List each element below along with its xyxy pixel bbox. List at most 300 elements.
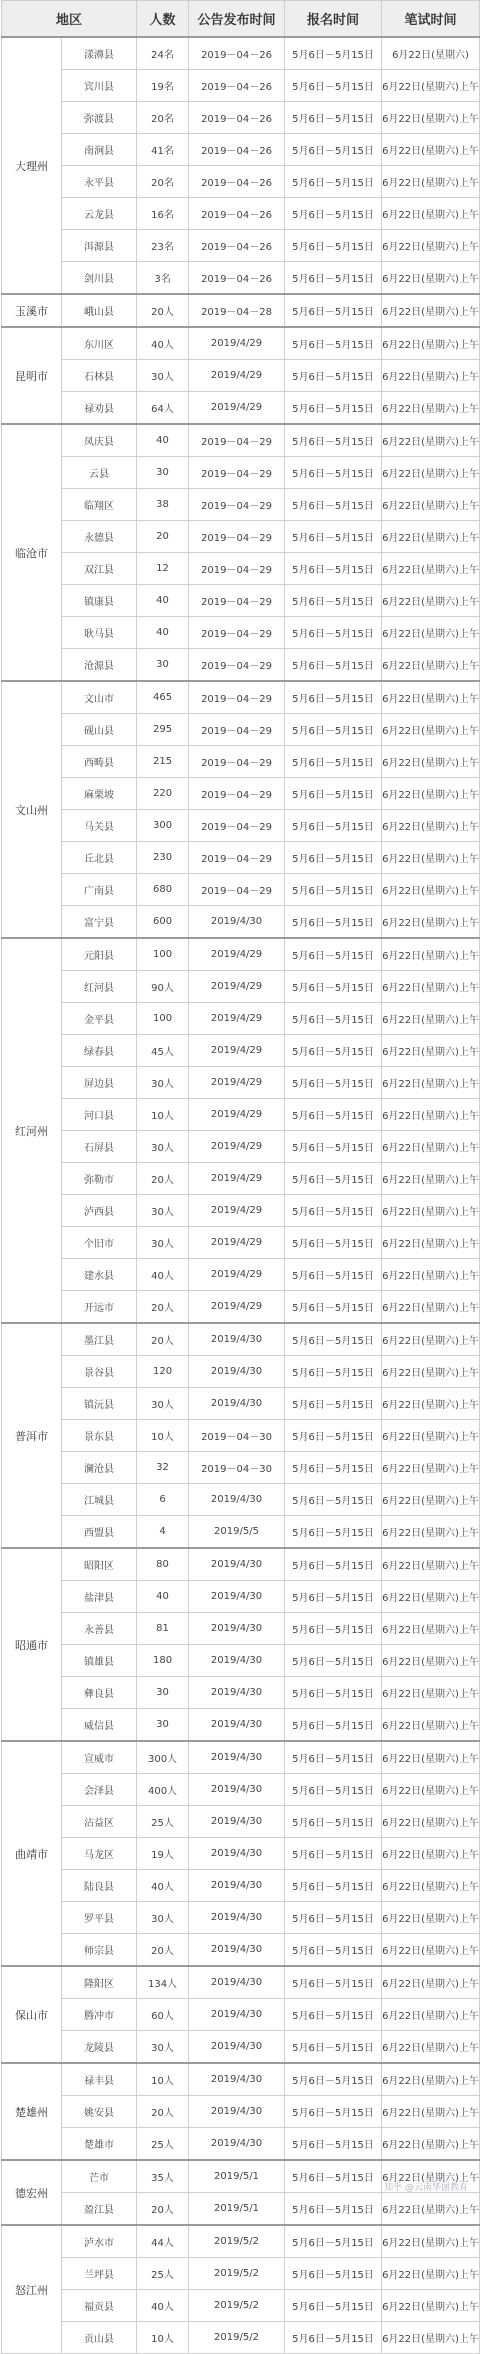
announce-date-cell: 2019－04－26 [189,262,285,295]
count-cell: 30 [137,457,189,489]
announce-date-cell: 2019－04－30 [189,1420,285,1452]
count-cell: 230 [137,842,189,874]
registration-period-cell: 5月6日－5月15日 [285,2063,382,2096]
table-row [2,1709,480,1742]
table-row [2,1934,480,1967]
announce-date-cell: 2019/4/29 [189,1259,285,1291]
announce-date-cell: 2019－04－29 [189,521,285,553]
registration-period-cell: 5月6日－5月15日 [285,906,382,939]
county-cell: 兰坪县 [62,2258,137,2290]
registration-period-cell: 5月6日－5月15日 [285,617,382,649]
count-cell: 20名 [137,166,189,198]
exam-time-cell: 6月22日(星期六)上午 [382,1999,480,2031]
registration-period-cell: 5月6日－5月15日 [285,1806,382,1838]
county-cell: 龙陵县 [62,2031,137,2064]
registration-period-cell: 5月6日－5月15日 [285,2128,382,2161]
county-cell: 凤庆县 [62,424,137,457]
registration-period-cell: 5月6日－5月15日 [285,2031,382,2064]
count-cell: 10人 [137,1420,189,1452]
table-row [2,2096,480,2128]
county-cell: 石林县 [62,360,137,392]
county-cell: 沾益区 [62,1806,137,1838]
announce-date-cell: 2019/4/29 [189,971,285,1003]
announce-date-cell: 2019－04－29 [189,778,285,810]
county-cell: 姚安县 [62,2096,137,2128]
registration-period-cell: 5月6日－5月15日 [285,102,382,134]
region-cell: 保山市 [2,1966,62,2063]
exam-time-cell: 6月22日(星期六)上午 [382,649,480,682]
count-cell: 100 [137,1003,189,1035]
count-cell: 300 [137,810,189,842]
table-row [2,1999,480,2031]
table-row [2,1259,480,1291]
table-row [2,1131,480,1163]
announce-date-cell: 2019－04－26 [189,70,285,102]
table-row [2,327,480,360]
county-cell: 建水县 [62,1259,137,1291]
count-cell: 19人 [137,1838,189,1870]
registration-period-cell: 5月6日－5月15日 [285,424,382,457]
registration-period-cell: 5月6日－5月15日 [285,1452,382,1484]
county-cell: 石屏县 [62,1131,137,1163]
table-row [2,1195,480,1227]
registration-period-cell: 5月6日－5月15日 [285,2225,382,2258]
announce-date-cell: 2019－04－29 [189,842,285,874]
table-row [2,2063,480,2096]
announce-date-cell: 2019－04－26 [189,134,285,166]
count-cell: 600 [137,906,189,939]
table-row [2,70,480,102]
registration-period-cell: 5月6日－5月15日 [285,2290,382,2322]
exam-time-cell: 6月22日(星期六)上午 [382,2225,480,2258]
county-cell: 南涧县 [62,134,137,166]
table-row [2,1484,480,1516]
table-row [2,1099,480,1131]
table-row [2,1645,480,1677]
announce-date-cell: 2019/4/30 [189,2063,285,2096]
exam-time-cell: 6月22日(星期六)上午 [382,585,480,617]
announce-date-cell: 2019/4/30 [189,1677,285,1709]
registration-period-cell: 5月6日－5月15日 [285,1677,382,1709]
exam-time-cell: 6月22日(星期六)上午 [382,424,480,457]
region-cell: 文山州 [2,681,62,938]
county-cell: 开远市 [62,1291,137,1324]
county-cell: 会泽县 [62,1774,137,1806]
announce-date-cell: 2019/4/30 [189,1934,285,1967]
exam-time-cell: 6月22日(星期六)上午 [382,906,480,939]
count-cell: 10人 [137,2322,189,2354]
registration-period-cell: 5月6日－5月15日 [285,2322,382,2354]
announce-date-cell: 2019－04－30 [189,1452,285,1484]
registration-period-cell: 5月6日－5月15日 [285,1934,382,1967]
registration-period-cell: 5月6日－5月15日 [285,2160,382,2193]
registration-period-cell: 5月6日－5月15日 [285,874,382,906]
announce-date-cell: 2019/5/2 [189,2258,285,2290]
county-cell: 镇沅县 [62,1388,137,1420]
table-row [2,585,480,617]
table-row [2,778,480,810]
county-cell: 元阳县 [62,938,137,971]
table-row [2,392,480,425]
announce-date-cell: 2019/4/29 [189,938,285,971]
exam-time-cell: 6月22日(星期六)上午 [382,166,480,198]
county-cell: 禄劝县 [62,392,137,425]
count-cell: 20人 [137,1934,189,1967]
count-cell: 30人 [137,1131,189,1163]
exam-time-cell: 6月22日(星期六)上午 [382,1677,480,1709]
table-row [2,1163,480,1195]
county-cell: 云龙县 [62,198,137,230]
county-cell: 宾川县 [62,70,137,102]
exam-time-cell: 6月22日(星期六)上午 [382,1581,480,1613]
announce-date-cell: 2019/5/1 [189,2193,285,2226]
exam-time-cell: 6月22日(星期六)上午 [382,810,480,842]
count-cell: 680 [137,874,189,906]
announce-date-cell: 2019－04－26 [189,102,285,134]
exam-time-cell: 6月22日(星期六)上午 [382,1131,480,1163]
announce-date-cell: 2019/4/30 [189,1645,285,1677]
announce-date-cell: 2019－04－26 [189,198,285,230]
region-cell: 怒江州 [2,2225,62,2354]
announce-date-cell: 2019/4/30 [189,1581,285,1613]
table-row [2,1323,480,1356]
announce-date-cell: 2019－04－29 [189,585,285,617]
table-row [2,1388,480,1420]
region-cell: 普洱市 [2,1323,62,1548]
announce-date-cell: 2019－04－26 [189,166,285,198]
exam-time-cell: 6月22日(星期六)上午 [382,230,480,262]
count-cell: 120 [137,1356,189,1388]
announce-date-cell: 2019/4/30 [189,1870,285,1902]
exam-time-cell: 6月22日(星期六)上午 [382,2193,480,2226]
table-row [2,37,480,70]
count-cell: 25人 [137,2258,189,2290]
table-row [2,1774,480,1806]
count-cell: 10人 [137,2063,189,2096]
table-row [2,2225,480,2258]
region-cell: 红河州 [2,938,62,1323]
exam-time-cell: 6月22日(星期六)上午 [382,874,480,906]
exam-time-cell: 6月22日(星期六)上午 [382,1035,480,1067]
exam-time-cell: 6月22日(星期六)上午 [382,1099,480,1131]
announce-date-cell: 2019－04－29 [189,746,285,778]
registration-period-cell: 5月6日－5月15日 [285,1356,382,1388]
table-row [2,2031,480,2064]
exam-time-cell: 6月22日(星期六)上午 [382,2128,480,2161]
header-exam-time: 笔试时间 [382,1,480,38]
table-row [2,230,480,262]
county-cell: 金平县 [62,1003,137,1035]
registration-period-cell: 5月6日－5月15日 [285,327,382,360]
table-row [2,198,480,230]
exam-time-cell: 6月22日(星期六)上午 [382,1838,480,1870]
table-row [2,1356,480,1388]
count-cell: 40人 [137,1870,189,1902]
announce-date-cell: 2019/4/30 [189,1838,285,1870]
count-cell: 3名 [137,262,189,295]
exam-time-cell: 6月22日(星期六)上午 [382,1452,480,1484]
header-region: 地区 [2,1,137,38]
county-cell: 河口县 [62,1099,137,1131]
table-row [2,1966,480,1999]
county-cell: 弥勒市 [62,1163,137,1195]
announce-date-cell: 2019/4/30 [189,1806,285,1838]
county-cell: 西畴县 [62,746,137,778]
exam-time-cell: 6月22日(星期六)上午 [382,1067,480,1099]
exam-time-cell: 6月22日(星期六)上午 [382,2258,480,2290]
announce-date-cell: 2019/4/29 [189,1003,285,1035]
table-row [2,906,480,939]
registration-period-cell: 5月6日－5月15日 [285,1741,382,1774]
exam-time-cell: 6月22日(星期六)上午 [382,1613,480,1645]
exam-time-cell: 6月22日(星期六)上午 [382,1934,480,1967]
registration-period-cell: 5月6日－5月15日 [285,1581,382,1613]
table-row [2,2128,480,2161]
county-cell: 富宁县 [62,906,137,939]
announce-date-cell: 2019/4/29 [189,1163,285,1195]
registration-period-cell: 5月6日－5月15日 [285,1388,382,1420]
count-cell: 300人 [137,1741,189,1774]
announce-date-cell: 2019－04－29 [189,681,285,714]
table-row [2,1581,480,1613]
count-cell: 30人 [137,1195,189,1227]
header-registration-period: 报名时间 [285,1,382,38]
count-cell: 30人 [137,1388,189,1420]
count-cell: 40 [137,424,189,457]
registration-period-cell: 5月6日－5月15日 [285,360,382,392]
exam-time-cell: 6月22日(星期六)上午 [382,2063,480,2096]
registration-period-cell: 5月6日－5月15日 [285,1838,382,1870]
exam-time-cell: 6月22日(星期六)上午 [382,1709,480,1742]
table-row [2,1003,480,1035]
exam-time-cell: 6月22日(星期六)上午 [382,1741,480,1774]
announce-date-cell: 2019/4/30 [189,1548,285,1581]
registration-period-cell: 5月6日－5月15日 [285,1548,382,1581]
county-cell: 盐津县 [62,1581,137,1613]
announce-date-cell: 2019/4/30 [189,1484,285,1516]
county-cell: 芒市 [62,2160,137,2193]
count-cell: 32 [137,1452,189,1484]
exam-time-cell: 6月22日(星期六)上午 [382,198,480,230]
registration-period-cell: 5月6日－5月15日 [285,521,382,553]
exam-time-cell: 6月22日(星期六)上午 [382,1420,480,1452]
exam-time-cell: 6月22日(星期六)上午 [382,778,480,810]
registration-period-cell: 5月6日－5月15日 [285,166,382,198]
registration-period-cell: 5月6日－5月15日 [285,489,382,521]
exam-time-cell: 6月22日(星期六)上午 [382,1356,480,1388]
count-cell: 64人 [137,392,189,425]
county-cell: 镇康县 [62,585,137,617]
count-cell: 220 [137,778,189,810]
county-cell: 宣威市 [62,1741,137,1774]
count-cell: 35人 [137,2160,189,2193]
table-row [2,424,480,457]
county-cell: 澜沧县 [62,1452,137,1484]
count-cell: 90人 [137,971,189,1003]
count-cell: 295 [137,714,189,746]
announce-date-cell: 2019/4/29 [189,1035,285,1067]
table-body [2,37,480,2354]
exam-time-cell: 6月22日(星期六)上午 [382,1806,480,1838]
exam-time-cell: 6月22日(星期六)上午 [382,971,480,1003]
registration-period-cell: 5月6日－5月15日 [285,1516,382,1549]
registration-period-cell: 5月6日－5月15日 [285,1003,382,1035]
registration-period-cell: 5月6日－5月15日 [285,1966,382,1999]
count-cell: 44人 [137,2225,189,2258]
registration-period-cell: 5月6日－5月15日 [285,1613,382,1645]
announce-date-cell: 2019/4/29 [189,1291,285,1324]
count-cell: 38 [137,489,189,521]
exam-time-cell: 6月22日(星期六)上午 [382,262,480,295]
table-row [2,1067,480,1099]
table-row [2,1291,480,1324]
exam-time-cell: 6月22日(星期六)上午 [382,2096,480,2128]
count-cell: 25人 [137,2128,189,2161]
registration-period-cell: 5月6日－5月15日 [285,2258,382,2290]
count-cell: 30人 [137,1227,189,1259]
county-cell: 峨山县 [62,294,137,327]
announce-date-cell: 2019－04－29 [189,810,285,842]
table-row [2,1902,480,1934]
announce-date-cell: 2019－04－29 [189,424,285,457]
county-cell: 墨江县 [62,1323,137,1356]
county-cell: 双江县 [62,553,137,585]
table-row [2,102,480,134]
table-row [2,1420,480,1452]
exam-time-cell: 6月22日(星期六)上午 [382,134,480,166]
county-cell: 广南县 [62,874,137,906]
registration-period-cell: 5月6日－5月15日 [285,585,382,617]
exam-time-cell: 6月22日(星期六)上午 [382,2322,480,2354]
county-cell: 砚山县 [62,714,137,746]
county-cell: 洱源县 [62,230,137,262]
table-row [2,1452,480,1484]
count-cell: 30人 [137,1902,189,1934]
announce-date-cell: 2019/4/29 [189,1227,285,1259]
exam-time-cell: 6月22日(星期六)上午 [382,70,480,102]
count-cell: 465 [137,681,189,714]
registration-period-cell: 5月6日－5月15日 [285,457,382,489]
table-row [2,1806,480,1838]
table-row [2,1677,480,1709]
exam-time-cell: 6月22日(星期六)上午 [382,360,480,392]
registration-period-cell: 5月6日－5月15日 [285,1902,382,1934]
count-cell: 180 [137,1645,189,1677]
registration-period-cell: 5月6日－5月15日 [285,1323,382,1356]
announce-date-cell: 2019/4/29 [189,327,285,360]
announce-date-cell: 2019/4/30 [189,2096,285,2128]
count-cell: 30 [137,1677,189,1709]
exam-time-cell: 6月22日(星期六)上午 [382,553,480,585]
table-row [2,553,480,585]
exam-time-cell: 6月22日(星期六)上午 [382,1548,480,1581]
table-row [2,262,480,295]
registration-period-cell: 5月6日－5月15日 [285,1420,382,1452]
county-cell: 罗平县 [62,1902,137,1934]
announce-date-cell: 2019/4/30 [189,1774,285,1806]
table-row [2,2258,480,2290]
county-cell: 西盟县 [62,1516,137,1549]
county-cell: 麻栗坡 [62,778,137,810]
table-row [2,746,480,778]
count-cell: 25人 [137,1806,189,1838]
announce-date-cell: 2019/4/30 [189,1323,285,1356]
count-cell: 20人 [137,294,189,327]
exam-time-cell: 6月22日(星期六)上午 [382,327,480,360]
exam-time-cell: 6月22日(星期六)上午 [382,1902,480,1934]
registration-period-cell: 5月6日－5月15日 [285,392,382,425]
announce-date-cell: 2019/4/30 [189,1356,285,1388]
exam-time-cell: 6月22日(星期六)上午 [382,1163,480,1195]
county-cell: 镇雄县 [62,1645,137,1677]
exam-time-cell: 6月22日(星期六)上午 [382,1484,480,1516]
count-cell: 134人 [137,1966,189,1999]
registration-period-cell: 5月6日－5月15日 [285,134,382,166]
count-cell: 20名 [137,102,189,134]
table-row [2,1870,480,1902]
exam-time-cell: 6月22日(星期六)上午 [382,1966,480,1999]
registration-period-cell: 5月6日－5月15日 [285,1227,382,1259]
exam-time-cell: 6月22日(星期六)上午 [382,102,480,134]
table-row [2,457,480,489]
registration-period-cell: 5月6日－5月15日 [285,938,382,971]
exam-time-cell: 6月22日(星期六)上午 [382,2031,480,2064]
county-cell: 景东县 [62,1420,137,1452]
table-header-row [2,1,480,38]
county-cell: 腾冲市 [62,1999,137,2031]
count-cell: 45人 [137,1035,189,1067]
county-cell: 云县 [62,457,137,489]
county-cell: 师宗县 [62,1934,137,1967]
county-cell: 绿春县 [62,1035,137,1067]
table-row [2,1613,480,1645]
count-cell: 400人 [137,1774,189,1806]
county-cell: 剑川县 [62,262,137,295]
county-cell: 永平县 [62,166,137,198]
registration-period-cell: 5月6日－5月15日 [285,198,382,230]
announce-date-cell: 2019－04－29 [189,617,285,649]
exam-time-cell: 6月22日(星期六)上午 [382,521,480,553]
county-cell: 弥渡县 [62,102,137,134]
announce-date-cell: 2019－04－29 [189,649,285,682]
announce-date-cell: 2019/5/2 [189,2225,285,2258]
registration-period-cell: 5月6日－5月15日 [285,2096,382,2128]
registration-period-cell: 5月6日－5月15日 [285,746,382,778]
registration-period-cell: 5月6日－5月15日 [285,553,382,585]
count-cell: 20人 [137,1163,189,1195]
exam-time-cell: 6月22日(星期六)上午 [382,457,480,489]
county-cell: 永德县 [62,521,137,553]
county-cell: 昭阳区 [62,1548,137,1581]
exam-time-cell: 6月22日(星期六)上午 [382,1259,480,1291]
table-row [2,1741,480,1774]
count-cell: 20 [137,521,189,553]
county-cell: 永善县 [62,1613,137,1645]
table-row [2,1035,480,1067]
count-cell: 20人 [137,1323,189,1356]
count-cell: 30人 [137,1067,189,1099]
table-row [2,2290,480,2322]
exam-time-cell: 6月22日(星期六)上午 [382,392,480,425]
county-cell: 泸西县 [62,1195,137,1227]
registration-period-cell: 5月6日－5月15日 [285,1999,382,2031]
registration-period-cell: 5月6日－5月15日 [285,842,382,874]
table-row [2,938,480,971]
table-row [2,1516,480,1549]
count-cell: 60人 [137,1999,189,2031]
registration-period-cell: 5月6日－5月15日 [285,681,382,714]
count-cell: 24名 [137,37,189,70]
